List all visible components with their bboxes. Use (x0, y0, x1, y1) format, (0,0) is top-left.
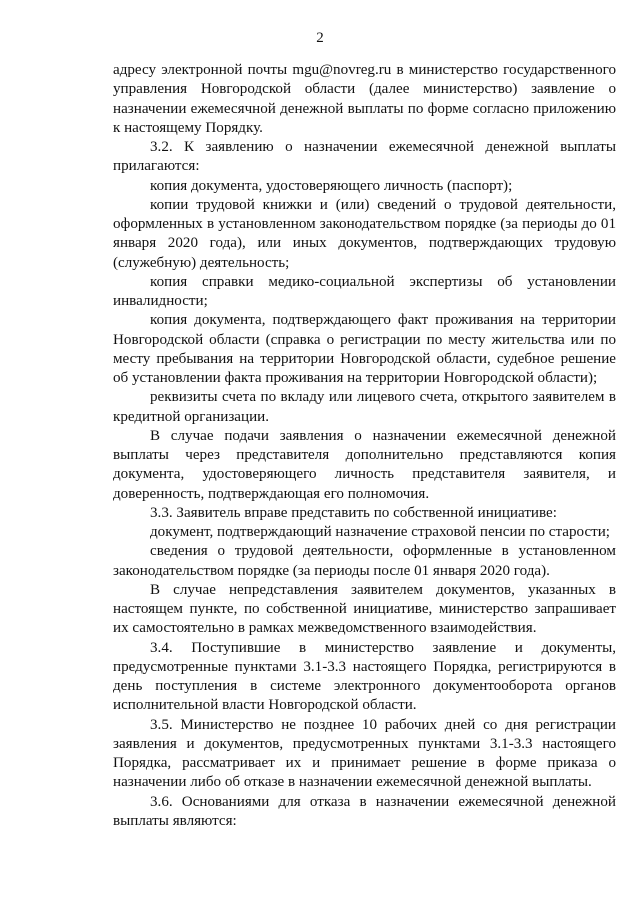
paragraph: копии трудовой книжки и (или) сведений о трудовой деятельности, оформленных в установленном законодательством порядке (за периоды до 01 января 2020 года), или иных документов, подтверждающих трудовую (служебную) деятельность; (113, 196, 616, 271)
paragraph: 3.4. Поступившие в министерство заявление и документы, предусмотренные пунктами 3.1-3.3 настоящего Порядка, регистрируются в день поступления в системе электронного документооборота органов исполнительной власти Новгородской области. (113, 639, 616, 714)
paragraph: копия справки медико-социальной экспертизы об установлении инвалидности; (113, 273, 616, 309)
paragraph: 3.3. Заявитель вправе представить по собственной инициативе: (150, 504, 557, 521)
page-number: 2 (316, 30, 324, 46)
paragraph: документ, подтверждающий назначение страховой пенсии по старости; (150, 524, 611, 540)
paragraph: копия документа, удостоверяющего личность (паспорт); (150, 177, 513, 194)
paragraph: копия документа, подтверждающего факт проживания на территории Новгородской области (справка о регистрации по месту жительства или по месту пребывания на территории Новгородской области, судебное решение об установлении факта проживания на территории Новгородской области); (113, 312, 616, 386)
paragraph: В случае подачи заявления о назначении ежемесячной денежной выплаты через представителя дополнительно представляются копия документа, удостоверяющего личность представителя заявителя, и доверенность, подтверждающая его полномочия. (113, 427, 616, 502)
paragraph: адресу электронной почты mgu@novreg.ru в министерство государственного управления Новгородской области (далее министерство) заявление о назначении ежемесячной денежной выплаты по форме согласно приложению к настоящему Порядку. (113, 62, 616, 136)
paragraph: В случае непредставления заявителем документов, указанных в настоящем пункте, по собственной инициативе, министерство запрашивает их самостоятельно в рамках межведомственного взаимодействия. (113, 581, 616, 637)
paragraph: 3.5. Министерство не позднее 10 рабочих дней со дня регистрации заявления и документов, предусмотренных пунктами 3.1-3.3 настоящего Порядка, рассматривает их и принимает решение в форме приказа о назначении либо об отказе в назначении ежемесячной денежной выплаты. (113, 716, 616, 791)
paragraph: сведения о трудовой деятельности, оформленные в установленном законодательством порядке (за периоды после 01 января 2020 года). (113, 543, 616, 579)
paragraph: 3.6. Основаниями для отказа в назначении ежемесячной денежной выплаты являются: (113, 793, 616, 829)
document-body (113, 61, 616, 831)
paragraph: реквизиты счета по вкладу или лицевого счета, открытого заявителем в кредитной организации. (113, 389, 616, 425)
paragraph: 3.2. К заявлению о назначении ежемесячной денежной выплаты прилагаются: (113, 139, 616, 175)
